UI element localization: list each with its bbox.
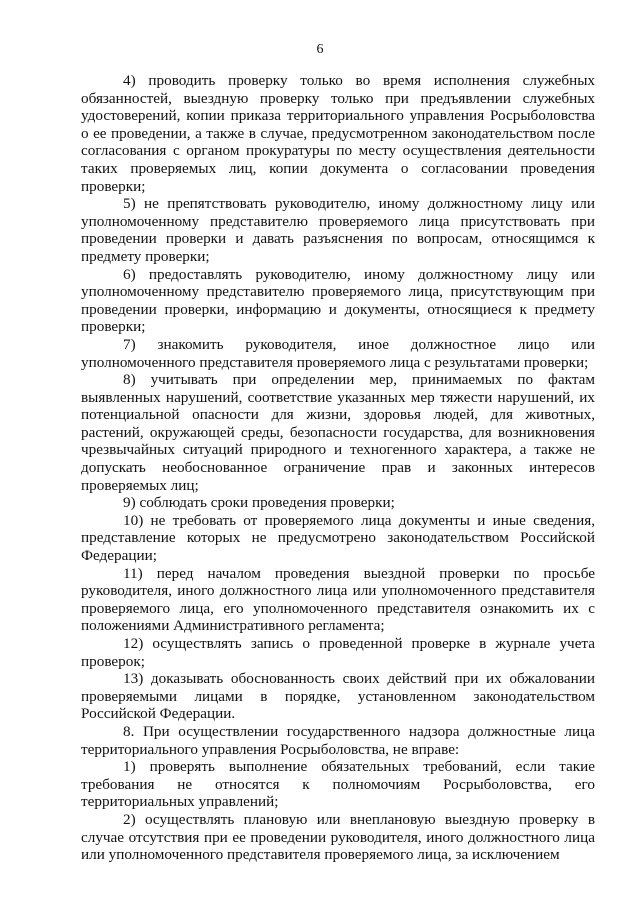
prohibition-item-1: 1) проверять выполнение обязательных требований, если такие требования не относятся к полномочиям Росрыболовства, его территориальных управлений; [81, 758, 595, 811]
paragraph-item-4: 4) проводить проверку только во время исполнения служебных обязанностей, выездную проверку только при предъявлении служебных удостоверений, копии приказа территориального управления Росрыболовства о ее проведении, а также в случае, предусмотренном законодательством после согласования с органом прокуратуры по месту осуществления деятельности таких проверяемых лиц, копии документа о согласовании проведения проверки; [81, 72, 595, 195]
page-number: 6 [316, 42, 324, 57]
paragraph-item-8: 8) учитывать при определении мер, принимаемых по фактам выявленных нарушений, соответствие указанных мер тяжести нарушений, их потенциальной опасности для жизни, здоровья людей, для животных, растений, окружающей среды, безопасности государства, для возникновения чрезвычайных ситуаций природного и техногенного характера, а также не допускать необоснованное ограничение прав и законных интересов проверяемых лиц; [81, 371, 595, 494]
paragraph-item-6: 6) предоставлять руководителю, иному должностному лицу или уполномоченному представителю проверяемого лица, присутствующим при проведении проверки, информацию и документы, относящиеся к предмету проверки; [81, 265, 595, 336]
prohibition-item-2: 2) осуществлять плановую или внеплановую выездную проверку в случае отсутствия при ее проведении руководителя, иного должностного лица или уполномоченного представителя проверяемого лица, за исключением [81, 810, 595, 864]
paragraph-item-12: 12) осуществлять запись о проведенной проверке в журнале учета проверок; [81, 635, 595, 670]
paragraph-item-5: 5) не препятствовать руководителю, иному должностному лицу или уполномоченному представителю проверяемого лица присутствовать при проведении проверки и давать разъяснения по вопросам, относящимся к предмету проверки; [81, 195, 595, 265]
document-body [81, 72, 595, 864]
paragraph-item-11: 11) перед началом проведения выездной проверки по просьбе руководителя, иного должностного лица или уполномоченного представителя проверяемого лица, его уполномоченного представителя ознакомить их с положениями Административного регламента; [81, 564, 595, 635]
paragraph-item-7: 7) знакомить руководителя, иное должностное лицо или уполномоченного представителя проверяемого лица с результатами проверки; [81, 335, 595, 371]
section-8-intro: 8. При осуществлении государственного надзора должностные лица территориального управления Росрыболовства, не вправе: [81, 722, 595, 758]
paragraph-item-10: 10) не требовать от проверяемого лица документы и иные сведения, представление которых не предусмотрено законодательством Российской Федерации; [81, 511, 595, 565]
paragraph-item-9: 9) соблюдать сроки проведения проверки; [123, 494, 395, 512]
paragraph-item-13: 13) доказывать обоснованность своих действий при их обжаловании проверяемыми лицами в порядке, установленном законодательством Российской Федерации. [81, 670, 595, 723]
